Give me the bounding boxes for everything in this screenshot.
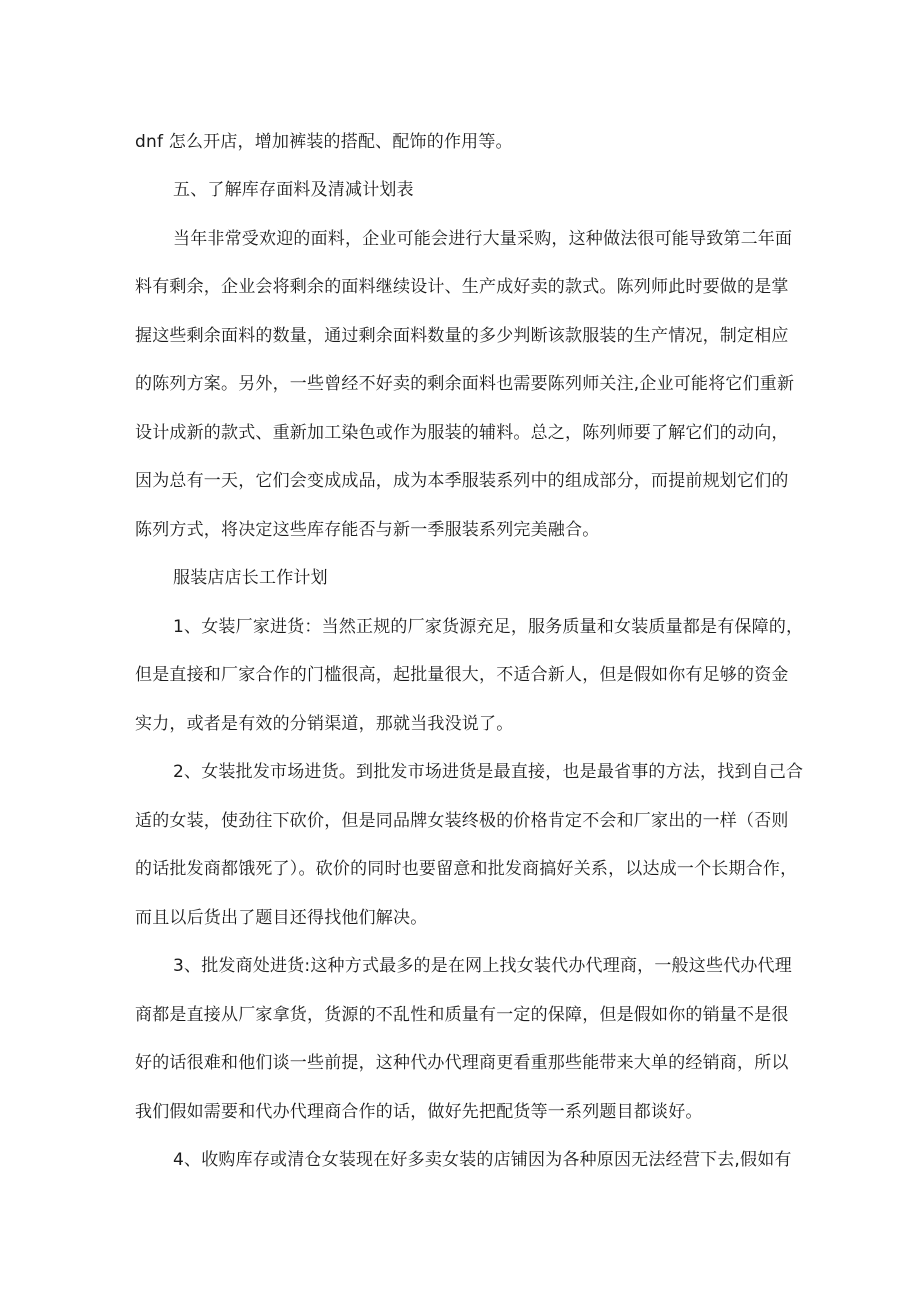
body-text-line: 陈列方式，将决定这些库存能否与新一季服装系列完美融合。 — [135, 520, 600, 540]
body-text-line: 实力，或者是有效的分销渠道，那就当我没说了。 — [135, 714, 514, 734]
body-text-line: 3、批发商处进货:这种方式最多的是在网上找女装代办代理商，一般这些代办代理 — [173, 956, 792, 976]
body-text-line: 2、女装批发市场进货。到批发市场进货是最直接，也是最省事的方法，找到自己合 — [173, 762, 804, 782]
body-text-line: 而且以后货出了题目还得找他们解决。 — [135, 908, 428, 928]
body-text-line: 好的话很难和他们谈一些前提，这种代办代理商更看重那些能带来大单的经销商，所以 — [135, 1053, 789, 1073]
body-text-line: 但是直接和厂家合作的门槛很高，起批量很大，不适合新人，但是假如你有足够的资金 — [135, 665, 789, 685]
body-text-line: 4、收购库存或清仓女装现在好多卖女装的店铺因为各种原因无法经营下去,假如有 — [173, 1150, 792, 1170]
body-text-line: 的陈列方案。另外，一些曾经不好卖的剩余面料也需要陈列师关注,企业可能将它们重新 — [135, 374, 795, 394]
body-text-line: 1、女装厂家进货：当然正规的厂家货源充足，服务质量和女装质量都是有保障的， — [173, 617, 804, 637]
body-text-line: 设计成新的款式、重新加工染色或作为服装的辅料。总之，陈列师要了解它们的动向， — [135, 423, 789, 443]
body-text-line: 料有剩余，企业会将剩余的面料继续设计、生产成好卖的款式。陈列师此时要做的是掌 — [135, 277, 789, 297]
body-text-line: 我们假如需要和代办代理商合作的话，做好先把配货等一系列题目都谈好。 — [135, 1102, 703, 1122]
section-heading: 五、了解库存面料及清减计划表 — [173, 180, 414, 200]
body-text-line: 握这些剩余面料的数量，通过剩余面料数量的多少判断该款服装的生产情况，制定相应 — [135, 326, 789, 346]
body-text-line: 适的女装，使劲往下砍价，但是同品牌女装终极的价格肯定不会和厂家出的一样（否则 — [135, 811, 789, 831]
section-heading: 服装店店长工作计划 — [173, 568, 328, 588]
body-text-line: 当年非常受欢迎的面料，企业可能会进行大量采购，这种做法很可能导致第二年面 — [173, 229, 793, 249]
body-text-line: 因为总有一天，它们会变成成品，成为本季服装系列中的组成部分，而提前规划它们的 — [135, 471, 789, 491]
body-text-line: 商都是直接从厂家拿货，货源的不乱性和质量有一定的保障，但是假如你的销量不是很 — [135, 1005, 789, 1025]
body-text-line: dnf 怎么开店，增加裤装的搭配、配饰的作用等。 — [135, 132, 513, 152]
body-text-line: 的话批发商都饿死了）。砍价的同时也要留意和批发商搞好关系，以达成一个长期合作， — [135, 859, 798, 879]
